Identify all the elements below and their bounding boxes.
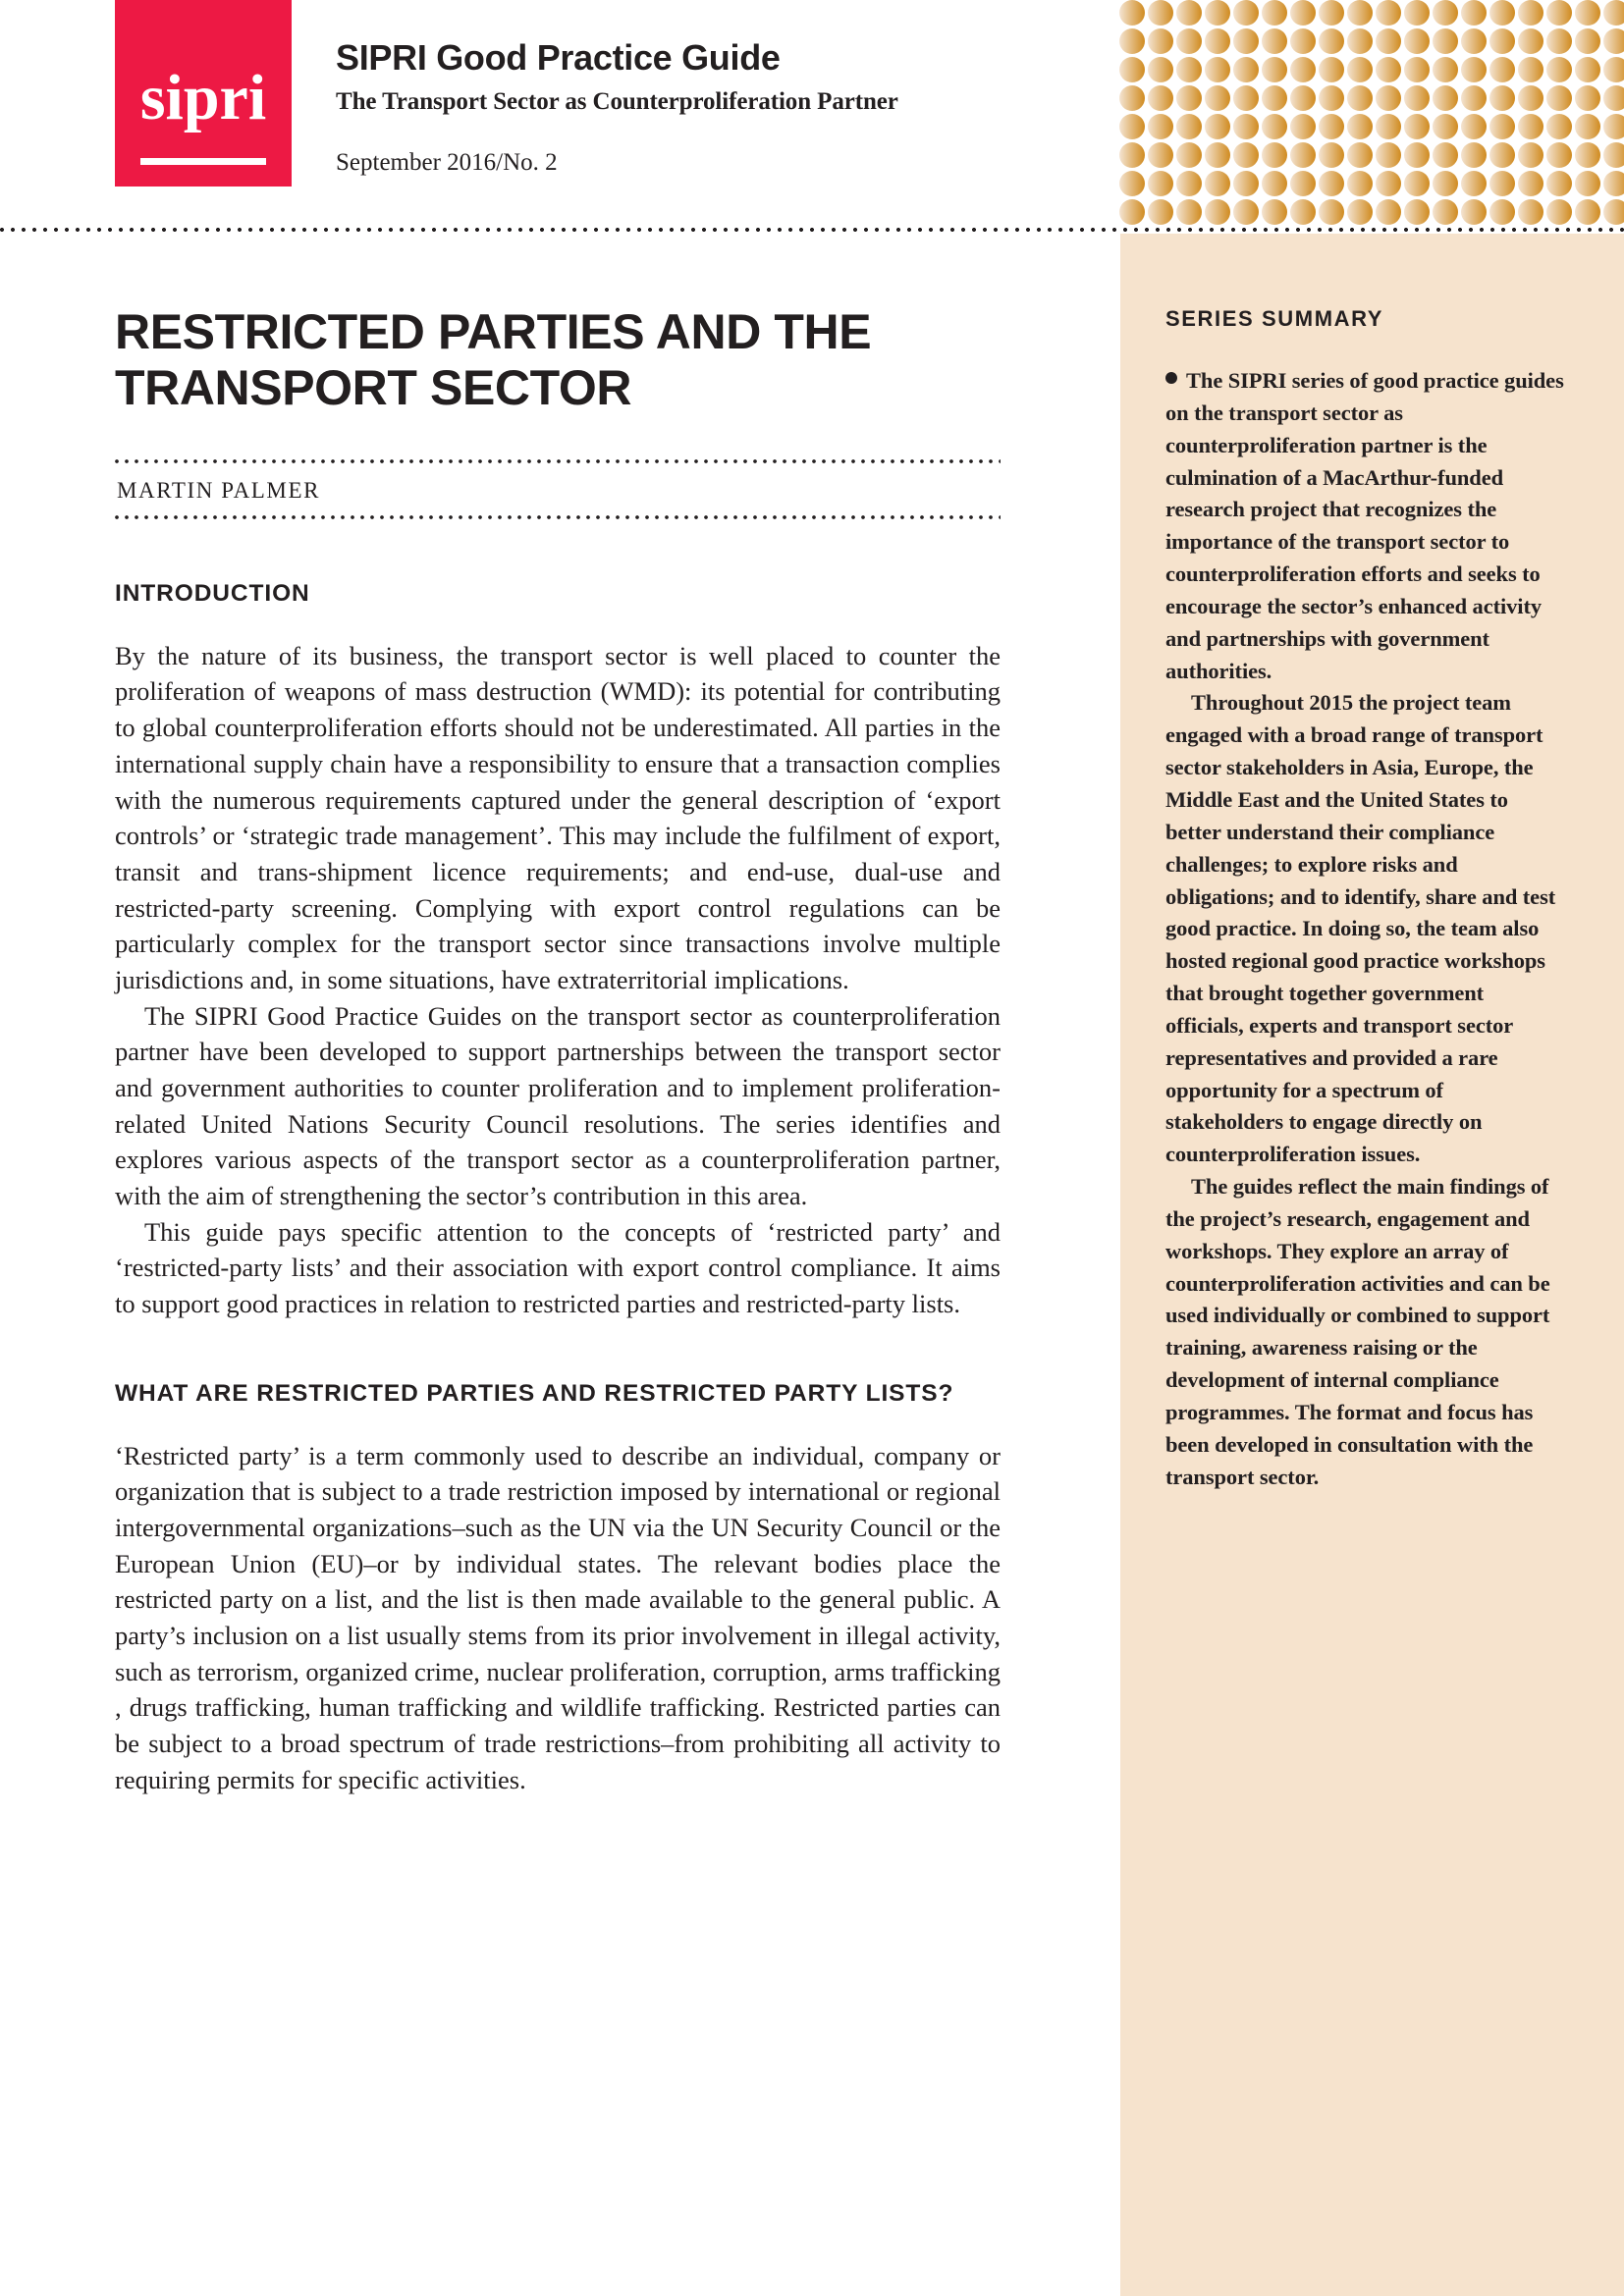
sidebar-heading: SERIES SUMMARY bbox=[1165, 306, 1384, 331]
intro-paragraph-1: By the nature of its business, the transport sector is well placed to counter the proliferation of weapons of mass destruction (WMD): its potential for contributing to global counterproliferation efforts should not be underestimated. All parties in the international supply chain have a responsibility to ensure that a transaction complies with the numerous requirements captured under the general description of ‘export controls’ or ‘strategic trade management’. This may include the fulfilment of export, transit and trans-shipment licence requirements; and end-use, dual-use and restricted-party screening. Complying with export control regulations can be particularly complex for the transport sector since transactions involve multiple jurisdictions and, in some situations, have extraterritorial implications. bbox=[115, 640, 1001, 994]
section-heading-introduction: INTRODUCTION bbox=[115, 580, 310, 607]
page-title: RESTRICTED PARTIES AND THE TRANSPORT SECTOR bbox=[115, 304, 872, 415]
header-titles bbox=[336, 37, 1141, 177]
series-subtitle: The Transport Sector as Counterproliferation Partner bbox=[336, 88, 898, 115]
bullet-icon bbox=[1165, 372, 1177, 384]
series-summary-sidebar bbox=[1120, 234, 1624, 2296]
main-column bbox=[0, 234, 1120, 2296]
sidebar-paragraph-2: Throughout 2015 the project team engaged with a broad range of transport sector stakeholders in Asia, Europe, the Middle East and the United States to better understand their compliance challenges; to explore risks and obligations; and to identify, share and test good practice. In doing so, the team also hosted regional good practice workshops that brought together government officials, experts and transport sector representatives and provided a rare opportunity for a spectrum of stakeholders to engage directly on counterproliferation issues. bbox=[1165, 690, 1556, 1167]
intro-paragraph-3: This guide pays specific attention to the concepts of ‘restricted party’ and ‘restricted-party lists’ and their association with export control compliance. It aims to support good practices in relation to restricted parties and restricted-party lists. bbox=[115, 1216, 1001, 1319]
issue-date: September 2016/No. 2 bbox=[336, 149, 558, 176]
intro-paragraph-2: The SIPRI Good Practice Guides on the transport sector as counterproliferation partner have been developed to support partnerships between the transport sector and government authorities to counter proliferation and to implement proliferation-related United Nations Security Council resolutions. The series identifies and explores various aspects of the transport sector as a counterproliferation partner, with the aim of strengthening the sector’s contribution in this area. bbox=[115, 1000, 1001, 1211]
series-title: SIPRI Good Practice Guide bbox=[336, 37, 781, 78]
sipri-logo bbox=[115, 0, 292, 187]
author-rule-bottom bbox=[115, 515, 1001, 520]
sidebar-paragraph-3: The guides reflect the main findings of the project’s research, engagement and workshops. They explore an array of counterproliferation activities and can be used individually or combined to support training, awareness raising or the development of internal compliance programmes. The format and focus has been developed in consultation with the transport sector. bbox=[1165, 1174, 1550, 1489]
sidebar-paragraph-1-text: The SIPRI series of good practice guides on the transport sector as counterproliferation partner is the culmination of a MacArthur-funded research project that recognizes the importance of the transport sector to counterproliferation efforts and seeks to encourage the sector’s enhanced activity and partnerships with government authorities. bbox=[1165, 368, 1564, 683]
decorative-dot-grid bbox=[1119, 0, 1624, 228]
author-name: MARTIN PALMER bbox=[117, 478, 321, 503]
sidebar-paragraph-1 bbox=[1165, 365, 1565, 687]
page-header bbox=[0, 0, 1624, 232]
section-heading-what-are-restricted-parties: WHAT ARE RESTRICTED PARTIES AND RESTRICTED PARTY LISTS? bbox=[115, 1379, 954, 1407]
page-body bbox=[0, 234, 1624, 2296]
restricted-parties-paragraph-1: ‘Restricted party’ is a term commonly used to describe an individual, company or organization that is subject to a trade restriction imposed by international or regional intergovernmental organizations–such as the UN via the UN Security Council or the European Union (EU)–or by individual states. The relevant bodies place the restricted party on a list, and the list is then made available to the general public. A party’s inclusion on a list usually stems from its prior involvement in illegal activity, such as terrorism, organized crime, nuclear proliferation, corruption, arms trafficking , drugs trafficking, human trafficking and wildlife trafficking. Restricted parties can be subject to a broad spectrum of trade restrictions–from prohibiting all activity to requiring permits for specific activities. bbox=[115, 1440, 1001, 1794]
sipri-logo-text: sipri bbox=[140, 66, 266, 165]
